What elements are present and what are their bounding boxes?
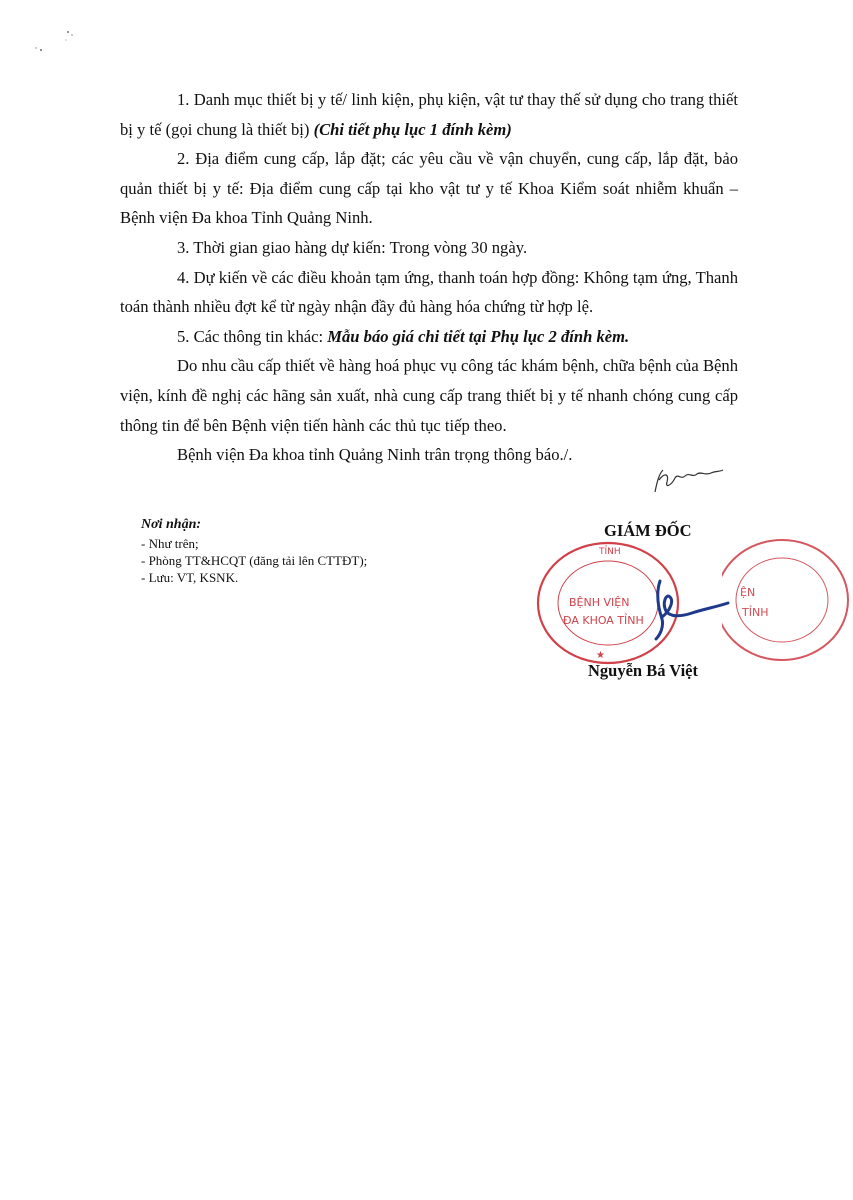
svg-text:★: ★ <box>596 650 605 661</box>
director-signature <box>640 577 730 641</box>
paragraph-request: Do nhu cầu cấp thiết về hàng hoá phục vụ công tác khám bệnh, chữa bệnh của Bệnh viện, kính đề nghị các hãng sản xuất, nhà cung cấp trang thiết bị y tế nhanh chóng cung cấp thông tin để bên Bệnh viện tiến hành các thủ tục tiếp theo. <box>120 356 738 435</box>
seal-partial-line-1: ỆN <box>740 586 756 599</box>
paragraph-item-1 <box>120 85 738 144</box>
paragraph-item-5-emphasis: Mẫu báo giá chi tiết tại Phụ lục 2 đính kèm. <box>327 326 630 346</box>
seal-line-2: ĐA KHOA TỈNH <box>563 614 644 627</box>
paragraph-item-5 <box>120 322 738 352</box>
paragraph-item-2: 2. Địa điểm cung cấp, lắp đặt; các yêu cầu về vận chuyển, cung cấp, lắp đặt, bảo quản thiết bị y tế: Địa điểm cung cấp tại kho vật tư y tế Khoa Kiểm soát nhiễm khuẩn – Bệnh viện Đa khoa Tỉnh Quảng Ninh. <box>120 149 738 228</box>
paragraph-item-1-text: 1. Danh mục thiết bị y tế/ linh kiện, phụ kiện, vật tư thay thế sử dụng cho trang thiết bị y tế (gọi chung là thiết bị) <box>120 90 738 139</box>
seal-partial-line-2: TỈNH <box>742 606 769 619</box>
signer-name: Nguyễn Bá Việt <box>588 661 699 680</box>
seal-top-text: TỈNH <box>599 547 621 557</box>
scan-specks <box>28 26 88 66</box>
handwritten-initials <box>645 462 725 500</box>
recipient-item: - Phòng TT&HCQT (đăng tải lên CTTĐT); <box>141 553 368 568</box>
recipient-item: - Lưu: VT, KSNK. <box>141 570 239 585</box>
recipients-block <box>141 516 471 586</box>
paragraph-item-3: 3. Thời gian giao hàng dự kiến: Trong vòng 30 ngày. <box>177 237 528 257</box>
hospital-seal-partial <box>722 534 853 666</box>
paragraph-item-5-text: 5. Các thông tin khác: <box>177 326 328 346</box>
signer-title: GIÁM ĐỐC <box>604 521 692 540</box>
letter-body <box>120 85 738 470</box>
recipients-heading: Nơi nhận: <box>141 517 202 532</box>
paragraph-item-4: 4. Dự kiến về các điều khoản tạm ứng, thanh toán hợp đồng: Không tạm ứng, Thanh toán thành nhiều đợt kể từ ngày nhận đầy đủ hàng hóa chứng từ hợp lệ. <box>120 267 738 317</box>
seal-line-1: BỆNH VIỆN <box>569 596 630 609</box>
recipient-item: - Như trên; <box>141 536 199 551</box>
paragraph-closing: Bệnh viện Đa khoa tỉnh Quảng Ninh trân trọng thông báo./. <box>177 445 573 465</box>
paragraph-item-1-emphasis: (Chi tiết phụ lục 1 đính kèm) <box>313 119 512 139</box>
